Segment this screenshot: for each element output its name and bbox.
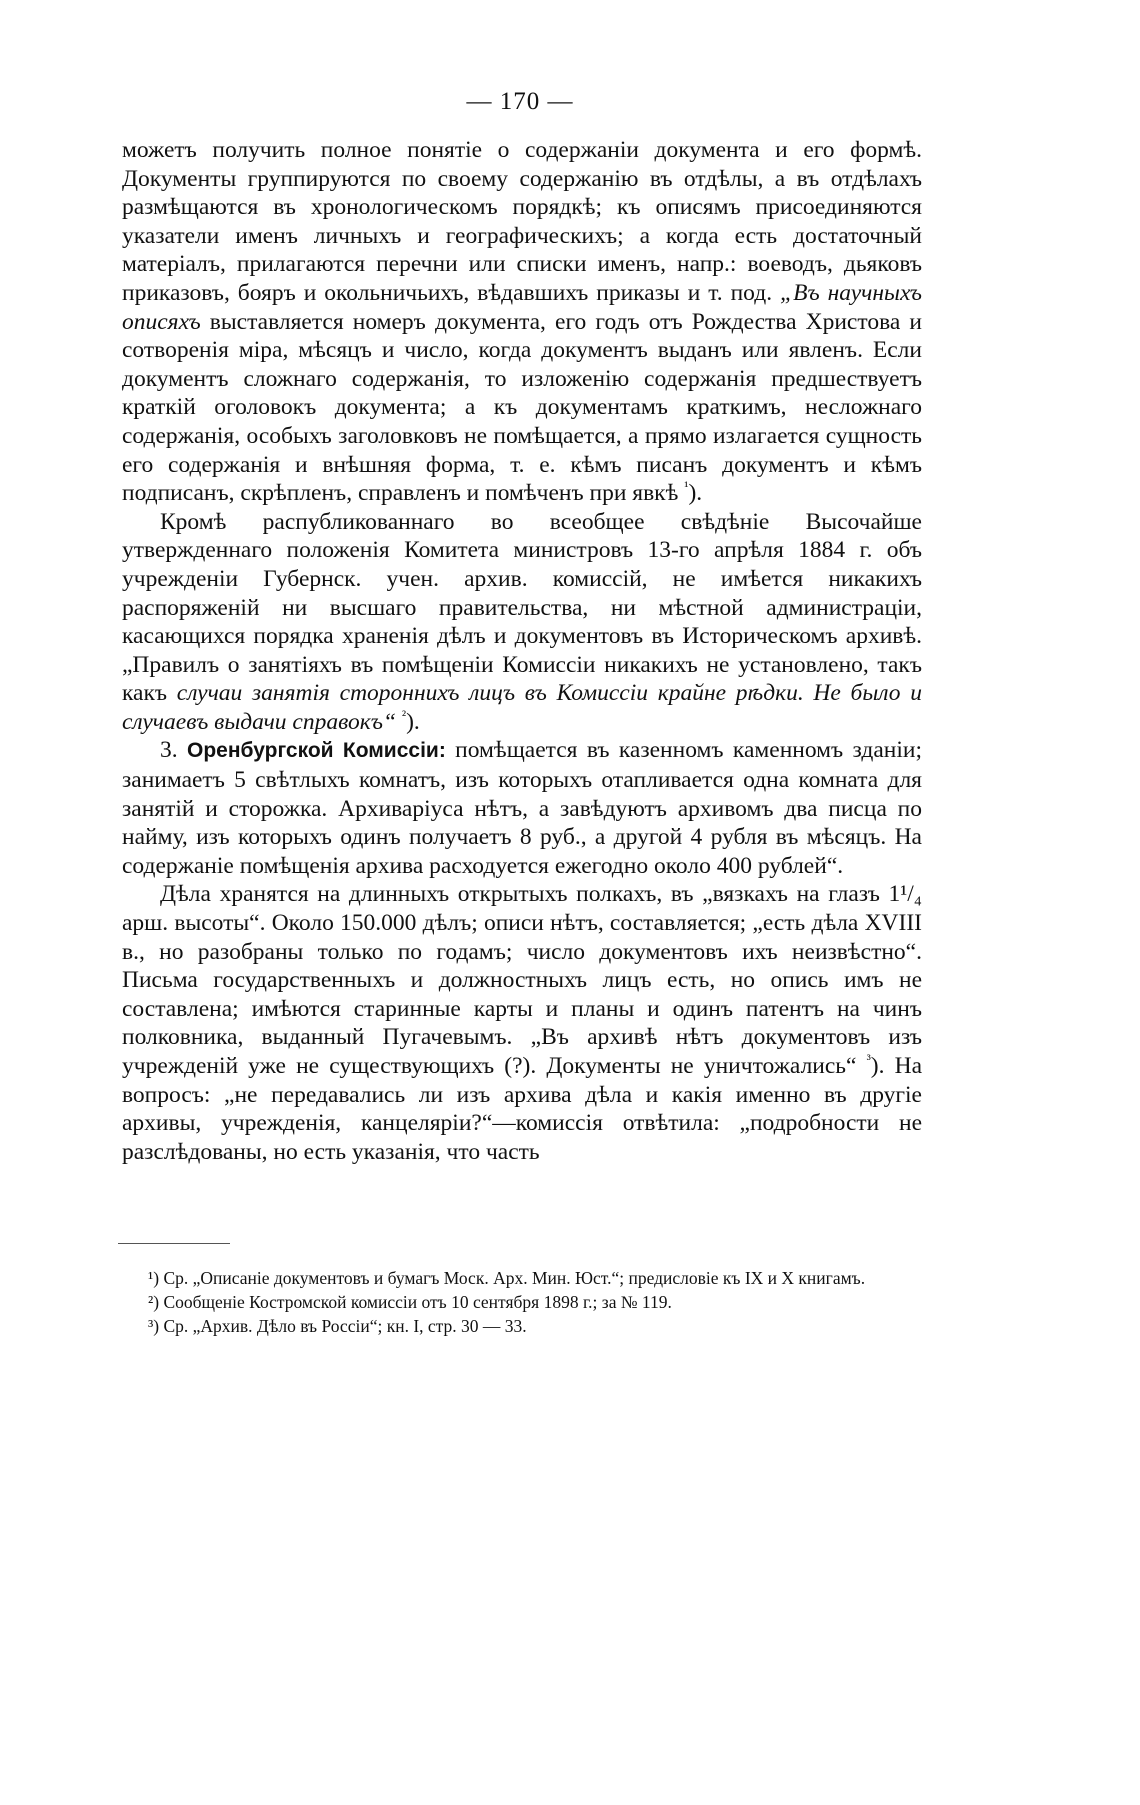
text-run: ). На вопросъ: „не передавались ли изъ архива дѣла и какія именно въ другіе архивы, учрежденія, канцеляріи?“—комиссія отвѣтила: „подробности не разслѣдованы, но есть указанія, что часть [122, 1053, 923, 1165]
paragraph-3 [122, 736, 922, 880]
paragraph-4 [122, 880, 922, 1166]
italic-run: случаи занятія стороннихъ лицъ въ Комиссіи крайне рѣдки. Не было и случаевъ выдачи справокъ“ [122, 680, 923, 735]
text-run: помѣщается въ казенномъ каменномъ зданіи; занимаетъ 5 свѣтлыхъ комнатъ, изъ которыхъ отапливается одна комната для занятій и сторожка. Архиваріуса нѣтъ, а завѣдуютъ архивомъ два писца по найму, изъ которыхъ одинъ получаетъ 8 руб., а другой 4 рубля въ мѣсяцъ. На содержаніе помѣщенія архива расходуется ежегодно около 400 рублей“. [122, 737, 922, 879]
footnote-ref: ² [401, 709, 407, 725]
footnote-2: ²) Сообщеніе Костромской комиссіи отъ 10 сентября 1898 г.; за № 119. [148, 1292, 672, 1312]
paragraph-2 [122, 508, 922, 737]
italic-run: „Въ научныхъ описяхъ [122, 279, 922, 335]
page-number: — 170 — [466, 88, 574, 115]
text-run: Дѣла хранятся на длинныхъ открытыхъ полкахъ, въ „вязкахъ на глазъ 1¹/₄ арш. высоты“. Около 150.000 дѣлъ; описи нѣтъ, составляется; „есть дѣла XVIII в., но разобраны только по годамъ; число документовъ ихъ неизвѣстно“. Письма государственныхъ и должностныхъ лицъ есть, но опись имъ не составлена; имѣются старинные карты и планы и одинъ патентъ на чинъ полковника, выданный Пугачевымъ. „Въ архивѣ нѣтъ документовъ изъ учрежденій уже не существующихъ (?). Документы не уничтожались“ [122, 881, 922, 1079]
text-run: ). [406, 708, 420, 735]
text-run: можетъ получить полное понятіе о содержаніи документа и его формѣ. Документы группируются по своему содержанію въ отдѣлы, а въ отдѣлахъ размѣщаются въ хронологическомъ порядкѣ; къ описямъ присоединяются указатели именъ личныхъ и географическихъ; а когда есть достаточный матеріалъ, прилагаются перечни или списки именъ, напр.: воеводъ, дьяковъ приказовъ, бояръ и окольничьихъ, вѣдавшихъ приказы и т. под. [122, 137, 922, 306]
paragraph-1 [122, 136, 922, 508]
section-heading: Оренбургской Комиссіи: [187, 739, 446, 763]
footnotes [118, 1266, 922, 1338]
text-run: Кромѣ распубликованнаго во всеобщее свѣдѣніе Высочайше утвержденнаго положенія Комитета министровъ 13-го апрѣля 1884 г. объ учрежденіи Губернск. учен. архив. комиссій, не имѣется никакихъ распоряженій ни высшаго правительства, ни мѣстной администраціи, касающихся порядка храненія дѣлъ и документовъ въ Историческомъ архивѣ. „Правилъ о занятіяхъ въ помѣщеніи Комиссіи никакихъ не установлено, такъ какъ [122, 508, 922, 707]
footnote-ref: ¹ [684, 480, 689, 496]
footnote-ref: ³ [866, 1053, 871, 1069]
text-run: выставляется номеръ документа, его годъ отъ Рождества Христова и сотворенія міра, мѣсяцъ и число, когда документъ выданъ или явленъ. Если документъ сложнаго содержанія, то изложенію содержанія предшествуетъ краткій оголовокъ документа; а къ документамъ краткимъ, несложнаго содержанія, особыхъ заголовковъ не помѣщается, а прямо излагается сущность его содержанія и внѣшняя форма, т. е. кѣмъ писанъ документъ и кѣмъ подписанъ, скрѣпленъ, справленъ и помѣченъ при явкѣ [122, 308, 922, 507]
text-run: ). [688, 480, 703, 507]
footnote-3: ³) Ср. „Архив. Дѣло въ Россіи“; кн. I, стр. 30 — 33. [148, 1316, 527, 1336]
section-number: 3. [160, 737, 187, 764]
footnote-1: ¹) Ср. „Описаніе документовъ и бумагъ Моск. Арх. Мин. Юст.“; предисловіе къ IX и X книгамъ. [148, 1268, 866, 1288]
body-text [122, 136, 922, 1166]
footnote-divider [118, 1243, 230, 1244]
